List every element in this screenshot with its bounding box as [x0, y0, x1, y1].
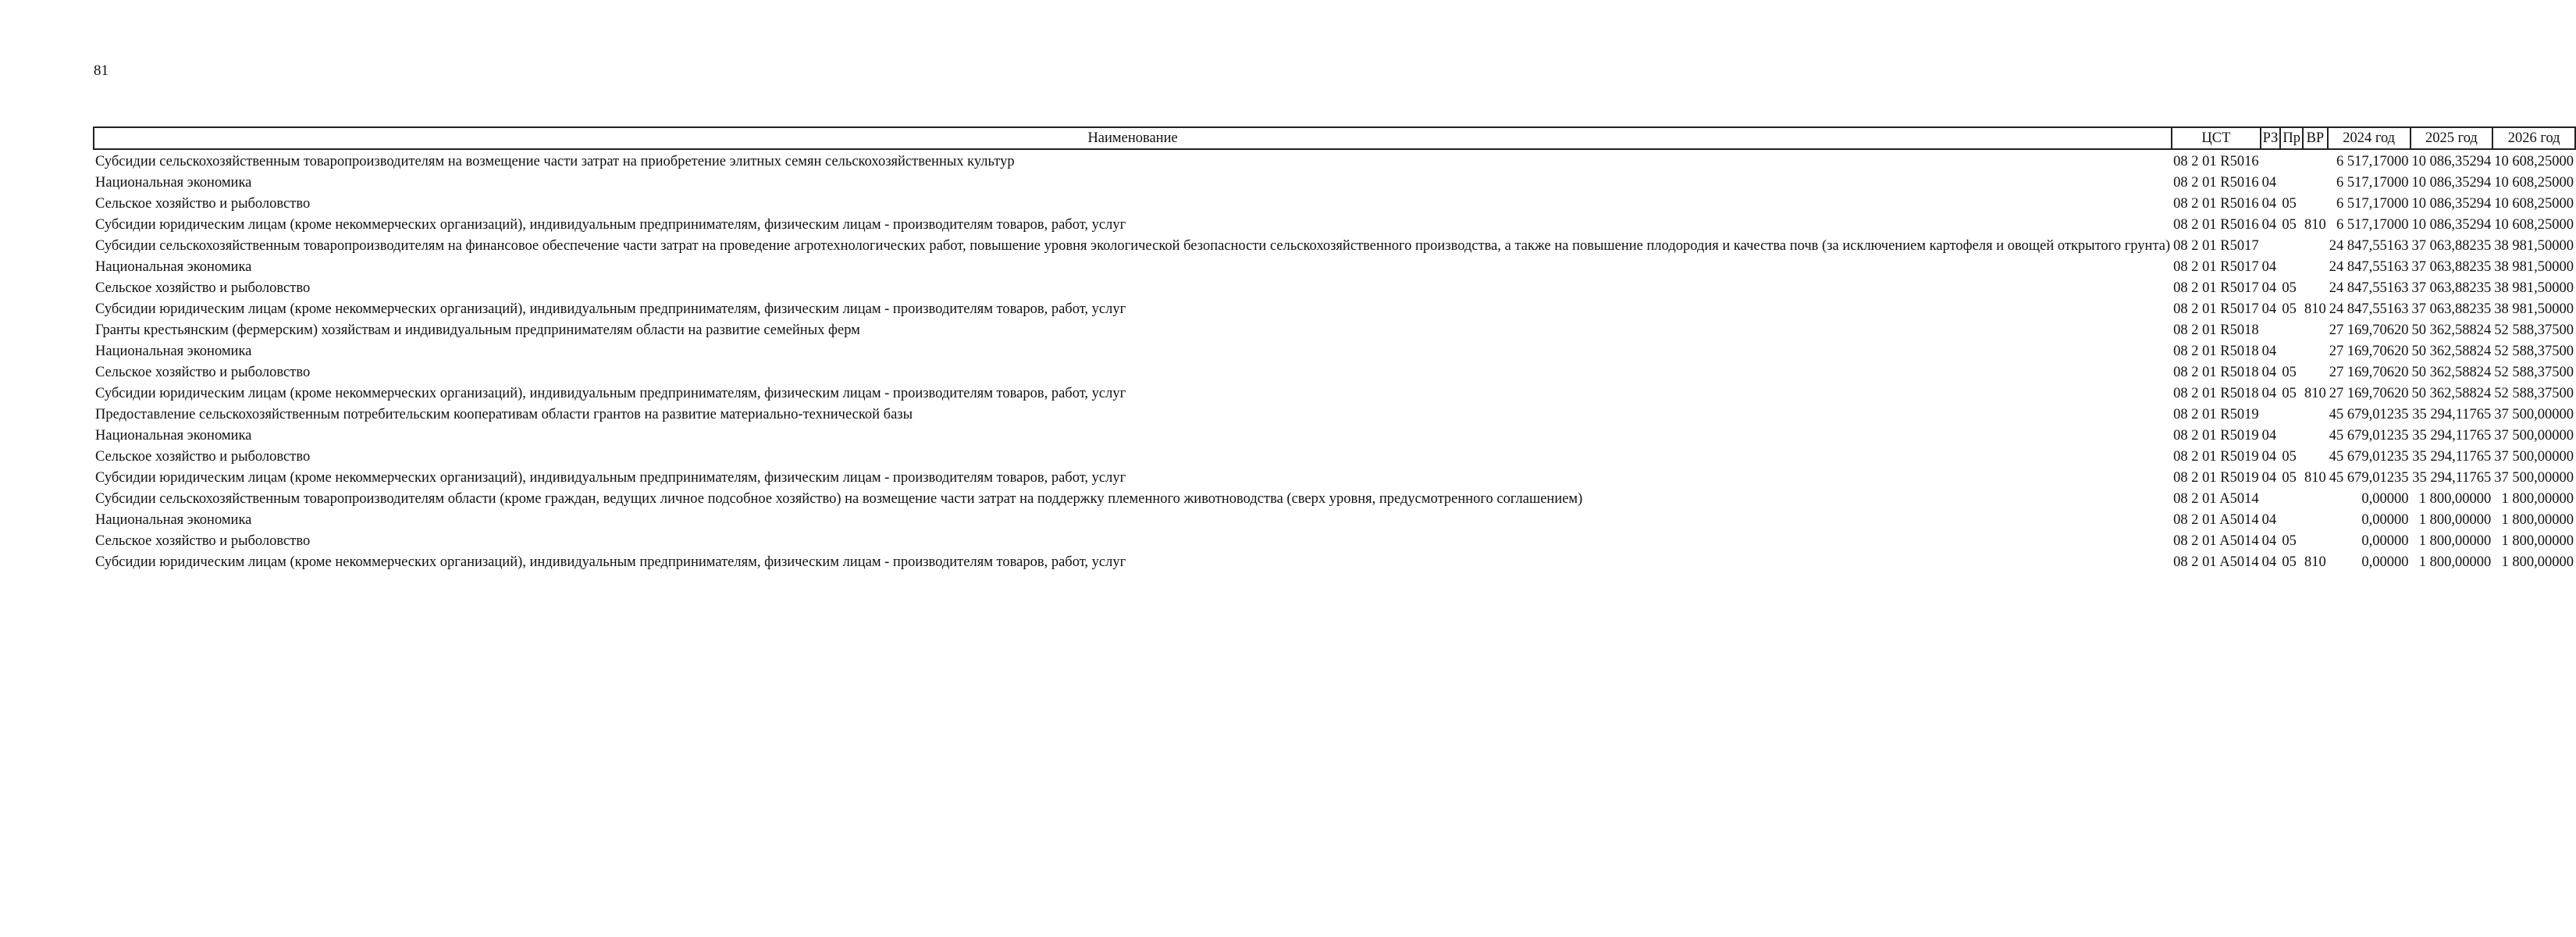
row-vr	[2303, 149, 2328, 171]
row-name: Национальная экономика	[95, 428, 252, 444]
row-name: Национальная экономика	[95, 344, 252, 359]
row-2026: 52 588,37500	[2494, 344, 2574, 359]
header-2026: 2026 год	[2492, 127, 2575, 149]
row-2024: 27 169,70620	[2329, 365, 2409, 380]
row-cst: 08 2 01 R5016	[2173, 175, 2259, 191]
row-name: Гранты крестьянским (фермерским) хозяйствам и индивидуальным предпринимателям области на развитие семейных ферм	[95, 322, 860, 338]
row-name: Сельское хозяйство и рыболовство	[95, 449, 311, 465]
row-rz: 04	[2261, 217, 2277, 233]
row-2026: 1 800,00000	[2501, 533, 2574, 549]
row-rz: 04	[2261, 386, 2277, 401]
row-rz: 04	[2261, 259, 2277, 275]
row-rz: 04	[2261, 280, 2277, 296]
row-vr	[2303, 445, 2328, 466]
row-2025: 1 800,00000	[2418, 533, 2492, 549]
row-2026: 37 500,00000	[2494, 407, 2574, 422]
table-row	[94, 213, 2575, 234]
row-pr	[2280, 171, 2303, 192]
row-cst: 08 2 01 R5018	[2173, 365, 2259, 380]
row-2025: 10 086,35294	[2411, 175, 2492, 191]
row-2024: 27 169,70620	[2329, 344, 2409, 359]
row-vr	[2303, 234, 2328, 255]
row-vr: 810	[2304, 554, 2326, 570]
row-name: Субсидии сельскохозяйственным товаропроизводителям на финансовое обеспечение части затрат на проведение агротехнологических работ, повышение уровня экологической безопасности сельскохозяйственного производства, а также на повышение плодородия и качества почв (за исключением картофеля и овощей открытого грунта)	[95, 238, 2171, 254]
table-row	[94, 171, 2575, 192]
row-2026: 10 608,25000	[2494, 217, 2574, 233]
row-cst: 08 2 01 R5017	[2173, 259, 2259, 275]
row-2026: 37 500,00000	[2494, 470, 2574, 486]
row-2024: 6 517,17000	[2336, 217, 2409, 233]
row-2024: 27 169,70620	[2329, 322, 2409, 338]
row-2026: 38 981,50000	[2494, 259, 2574, 275]
table-row	[94, 445, 2575, 466]
row-vr: 810	[2304, 386, 2326, 401]
row-rz: 04	[2261, 512, 2277, 528]
row-2026: 10 608,25000	[2494, 175, 2574, 191]
row-2024: 6 517,17000	[2336, 154, 2409, 169]
row-rz: 04	[2261, 449, 2277, 465]
row-2024: 6 517,17000	[2336, 196, 2409, 212]
row-pr: 05	[2282, 280, 2297, 296]
row-rz: 04	[2261, 365, 2277, 380]
row-rz	[2261, 149, 2281, 171]
row-pr: 05	[2282, 449, 2297, 465]
row-vr	[2303, 171, 2328, 192]
row-2025: 35 294,11765	[2412, 407, 2492, 422]
row-2024: 45 679,01235	[2329, 470, 2409, 486]
row-2024: 6 517,17000	[2336, 175, 2409, 191]
row-cst: 08 2 01 R5018	[2173, 344, 2259, 359]
row-name: Национальная экономика	[95, 259, 252, 275]
row-cst: 08 2 01 R5017	[2173, 280, 2259, 296]
row-2024: 24 847,55163	[2329, 280, 2409, 296]
row-2025: 37 063,88235	[2411, 280, 2492, 296]
row-pr	[2280, 319, 2303, 340]
table-row	[94, 508, 2575, 529]
row-cst: 08 2 01 R5016	[2173, 154, 2259, 169]
row-cst: 08 2 01 R5019	[2173, 428, 2259, 444]
row-rz: 04	[2261, 470, 2277, 486]
header-2025: 2025 год	[2411, 127, 2493, 149]
row-vr: 810	[2304, 217, 2326, 233]
row-vr	[2303, 276, 2328, 297]
row-pr: 05	[2282, 301, 2297, 317]
row-rz	[2261, 487, 2281, 508]
row-pr: 05	[2282, 386, 2297, 401]
row-2026: 1 800,00000	[2501, 491, 2574, 507]
row-2024: 0,00000	[2361, 533, 2409, 549]
table-row	[94, 340, 2575, 361]
header-rz: РЗ	[2261, 127, 2281, 149]
row-cst: 08 2 01 A5014	[2173, 533, 2259, 549]
row-vr	[2303, 529, 2328, 550]
row-2025: 50 362,58824	[2411, 344, 2492, 359]
row-name: Сельское хозяйство и рыболовство	[95, 280, 311, 296]
row-cst: 08 2 01 R5017	[2173, 238, 2259, 254]
table-header	[94, 127, 2575, 149]
row-name: Сельское хозяйство и рыболовство	[95, 365, 311, 380]
row-2025: 35 294,11765	[2412, 470, 2492, 486]
row-2025: 1 800,00000	[2418, 491, 2492, 507]
header-2024: 2024 год	[2328, 127, 2411, 149]
row-2026: 52 588,37500	[2494, 322, 2574, 338]
row-rz	[2261, 403, 2281, 424]
row-2025: 37 063,88235	[2411, 259, 2492, 275]
row-2026: 38 981,50000	[2494, 301, 2574, 317]
row-vr	[2303, 319, 2328, 340]
row-pr	[2280, 403, 2303, 424]
row-2025: 1 800,00000	[2418, 512, 2492, 528]
row-pr: 05	[2282, 365, 2297, 380]
row-vr: 810	[2304, 470, 2326, 486]
row-pr: 05	[2282, 196, 2297, 212]
row-name: Сельское хозяйство и рыболовство	[95, 533, 311, 549]
row-rz: 04	[2261, 301, 2277, 317]
row-2026: 10 608,25000	[2494, 154, 2574, 169]
row-pr	[2280, 149, 2303, 171]
table-row	[94, 487, 2575, 508]
row-cst: 08 2 01 R5018	[2173, 386, 2259, 401]
row-2025: 10 086,35294	[2411, 154, 2492, 169]
row-cst: 08 2 01 R5019	[2173, 449, 2259, 465]
row-2025: 35 294,11765	[2412, 449, 2492, 465]
row-pr: 05	[2282, 470, 2297, 486]
row-2025: 35 294,11765	[2412, 428, 2492, 444]
row-2026: 37 500,00000	[2494, 428, 2574, 444]
row-2024: 45 679,01235	[2329, 449, 2409, 465]
row-vr	[2303, 255, 2328, 276]
row-cst: 08 2 01 R5016	[2173, 196, 2259, 212]
page-number: 81	[94, 62, 109, 79]
row-cst: 08 2 01 R5017	[2173, 301, 2259, 317]
row-name: Субсидии юридическим лицам (кроме некоммерческих организаций), индивидуальным предпринимателям, физическим лицам - производителям товаров, работ, услуг	[95, 386, 1126, 401]
table-row	[94, 297, 2575, 319]
table-row	[94, 149, 2575, 171]
table-row	[94, 550, 2575, 572]
row-2025: 10 086,35294	[2411, 196, 2492, 212]
row-pr	[2280, 424, 2303, 445]
row-vr	[2303, 487, 2328, 508]
row-vr	[2303, 508, 2328, 529]
row-rz: 04	[2261, 428, 2277, 444]
row-2025: 37 063,88235	[2411, 238, 2492, 254]
row-2026: 52 588,37500	[2494, 386, 2574, 401]
row-2024: 0,00000	[2361, 554, 2409, 570]
table-row	[94, 466, 2575, 487]
row-2024: 0,00000	[2361, 512, 2409, 528]
row-pr	[2280, 508, 2303, 529]
row-rz: 04	[2261, 175, 2277, 191]
row-pr	[2280, 255, 2303, 276]
row-vr	[2303, 192, 2328, 213]
table-row	[94, 382, 2575, 403]
row-2024: 0,00000	[2361, 491, 2409, 507]
row-2025: 50 362,58824	[2411, 322, 2492, 338]
row-2025: 10 086,35294	[2411, 217, 2492, 233]
row-2024: 24 847,55163	[2329, 301, 2409, 317]
row-cst: 08 2 01 A5014	[2173, 512, 2259, 528]
table-row	[94, 255, 2575, 276]
row-vr	[2303, 361, 2328, 382]
row-vr	[2303, 403, 2328, 424]
row-rz: 04	[2261, 196, 2277, 212]
row-rz	[2261, 319, 2281, 340]
row-vr: 810	[2304, 301, 2326, 317]
row-2026: 38 981,50000	[2494, 280, 2574, 296]
row-name: Субсидии юридическим лицам (кроме некоммерческих организаций), индивидуальным предпринимателям, физическим лицам - производителям товаров, работ, услуг	[95, 554, 1126, 570]
row-2026: 1 800,00000	[2501, 554, 2574, 570]
table-row	[94, 529, 2575, 550]
row-cst: 08 2 01 R5016	[2173, 217, 2259, 233]
row-pr: 05	[2282, 533, 2297, 549]
row-2026: 1 800,00000	[2501, 512, 2574, 528]
row-2024: 27 169,70620	[2329, 386, 2409, 401]
row-pr: 05	[2282, 217, 2297, 233]
table-row	[94, 234, 2575, 255]
row-vr	[2303, 424, 2328, 445]
row-rz: 04	[2261, 533, 2277, 549]
row-pr: 05	[2282, 554, 2297, 570]
row-name: Субсидии сельскохозяйственным товаропроизводителям на возмещение части затрат на приобретение элитных семян сельскохозяйственных культур	[95, 154, 1015, 169]
table-row	[94, 192, 2575, 213]
row-cst: 08 2 01 A5014	[2173, 554, 2259, 570]
row-rz: 04	[2261, 344, 2277, 359]
row-2025: 37 063,88235	[2411, 301, 2492, 317]
row-2024: 24 847,55163	[2329, 238, 2409, 254]
row-2026: 38 981,50000	[2494, 238, 2574, 254]
row-name: Сельское хозяйство и рыболовство	[95, 196, 311, 212]
row-name: Субсидии сельскохозяйственным товаропроизводителям области (кроме граждан, ведущих личное подсобное хозяйство) на возмещение части затрат на поддержку племенного животноводства (сверх уровня, предусмотренного соглашением)	[95, 491, 1583, 507]
row-vr	[2303, 340, 2328, 361]
row-2024: 45 679,01235	[2329, 428, 2409, 444]
row-name: Национальная экономика	[95, 175, 252, 191]
row-name: Предоставление сельскохозяйственным потребительским кооперативам области грантов на развитие материально-технической базы	[95, 407, 913, 422]
header-name: Наименование	[94, 127, 2172, 149]
row-pr	[2280, 340, 2303, 361]
row-2025: 50 362,58824	[2411, 365, 2492, 380]
budget-table	[93, 126, 2576, 572]
header-cst: ЦСТ	[2172, 127, 2260, 149]
row-2025: 50 362,58824	[2411, 386, 2492, 401]
row-name: Национальная экономика	[95, 512, 252, 528]
row-name: Субсидии юридическим лицам (кроме некоммерческих организаций), индивидуальным предпринимателям, физическим лицам - производителям товаров, работ, услуг	[95, 470, 1126, 486]
table-row	[94, 319, 2575, 340]
row-name: Субсидии юридическим лицам (кроме некоммерческих организаций), индивидуальным предпринимателям, физическим лицам - производителям товаров, работ, услуг	[95, 217, 1126, 233]
row-2024: 45 679,01235	[2329, 407, 2409, 422]
row-name: Субсидии юридическим лицам (кроме некоммерческих организаций), индивидуальным предпринимателям, физическим лицам - производителям товаров, работ, услуг	[95, 301, 1126, 317]
row-rz: 04	[2261, 554, 2277, 570]
table-body	[94, 149, 2575, 572]
table-row	[94, 424, 2575, 445]
header-pr: Пр	[2280, 127, 2303, 149]
row-2024: 24 847,55163	[2329, 259, 2409, 275]
row-cst: 08 2 01 A5014	[2173, 491, 2259, 507]
row-cst: 08 2 01 R5018	[2173, 322, 2259, 338]
table-row	[94, 403, 2575, 424]
table-row	[94, 361, 2575, 382]
table-row	[94, 276, 2575, 297]
row-2026: 37 500,00000	[2494, 449, 2574, 465]
row-pr	[2280, 487, 2303, 508]
row-2026: 52 588,37500	[2494, 365, 2574, 380]
row-cst: 08 2 01 R5019	[2173, 407, 2259, 422]
header-vr: ВР	[2303, 127, 2328, 149]
row-pr	[2280, 234, 2303, 255]
row-rz	[2261, 234, 2281, 255]
row-2026: 10 608,25000	[2494, 196, 2574, 212]
row-cst: 08 2 01 R5019	[2173, 470, 2259, 486]
row-2025: 1 800,00000	[2418, 554, 2492, 570]
